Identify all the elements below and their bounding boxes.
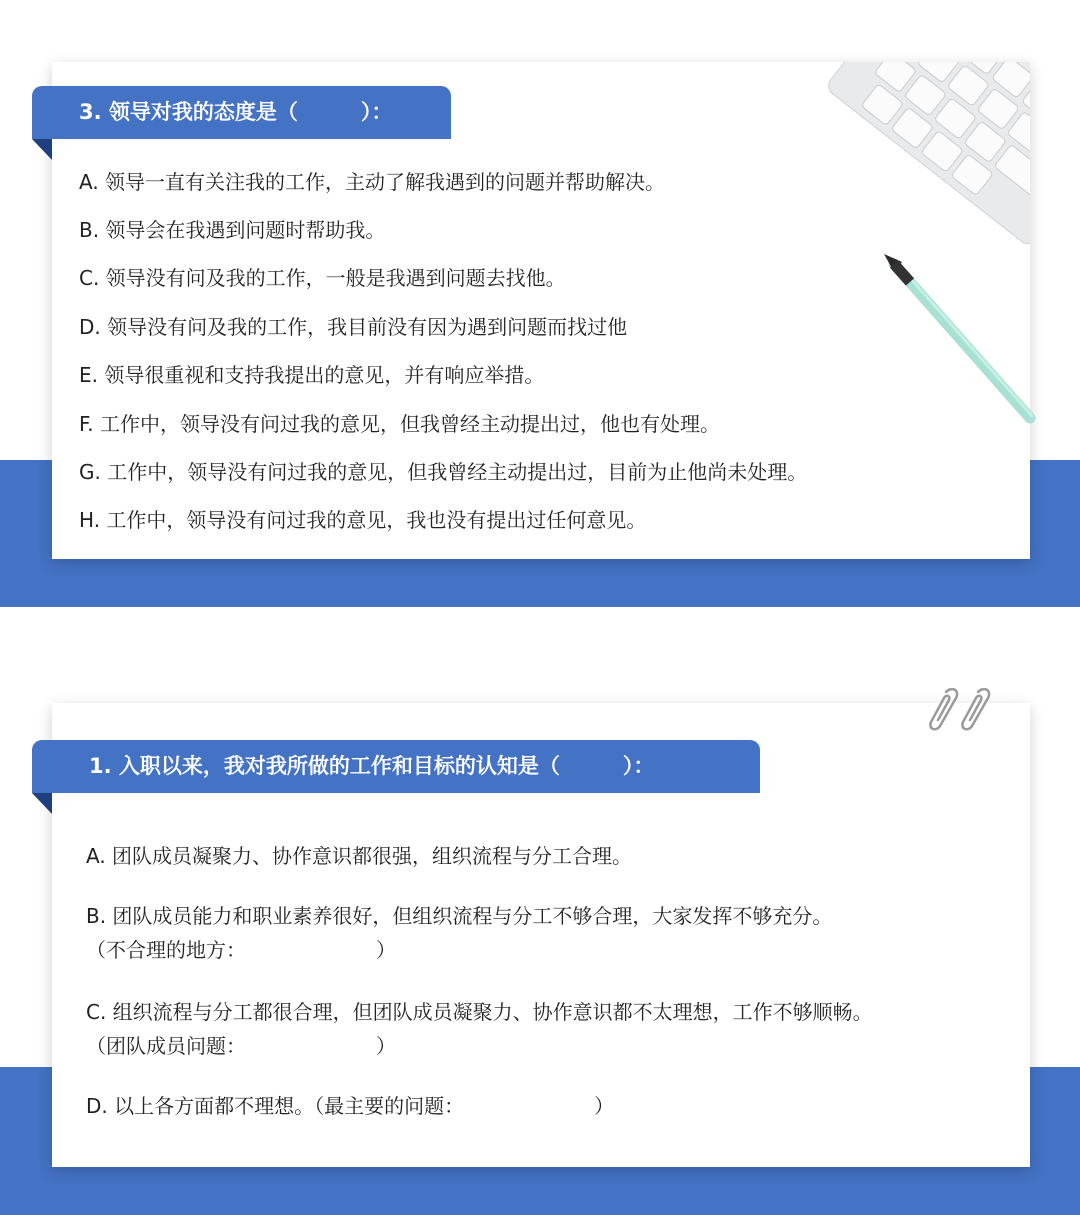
option-g[interactable]: G. 工作中，领导没有问过我的意见，但我曾经主动提出过，目前为止他尚未处理。: [79, 460, 808, 484]
pen-photo: [880, 250, 1040, 440]
paperclip-icon: [926, 684, 1000, 734]
option-a[interactable]: A. 领导一直有关注我的工作，主动了解我遇到的问题并帮助解决。: [79, 170, 666, 194]
question-title-3: 3. 领导对我的态度是（ ）：: [32, 86, 451, 139]
option-e[interactable]: E. 领导很重视和支持我提出的意见，并有响应举措。: [79, 363, 545, 387]
option-b[interactable]: B. 领导会在我遇到问题时帮助我。: [79, 218, 386, 242]
option-f[interactable]: F. 工作中，领导没有问过我的意见，但我曾经主动提出过，他也有处理。: [79, 412, 721, 436]
option-b-note: （不合理的地方： ）: [86, 938, 396, 962]
question-title-1: 1. 入职以来，我对我所做的工作和目标的认知是（ ）：: [32, 740, 760, 793]
tag-fold: [32, 139, 52, 160]
option-c[interactable]: C. 领导没有问及我的工作，一般是我遇到问题去找他。: [79, 266, 566, 290]
option-c-note: （团队成员问题： ）: [86, 1034, 396, 1058]
option-d[interactable]: D. 领导没有问及我的工作，我目前没有因为遇到问题而找过他: [79, 315, 628, 339]
tag-fold: [32, 793, 52, 814]
option-b[interactable]: B. 团队成员能力和职业素养很好，但组织流程与分工不够合理，大家发挥不够充分。: [86, 904, 833, 928]
option-c[interactable]: C. 组织流程与分工都很合理，但团队成员凝聚力、协作意识都不太理想，工作不够顺畅。: [86, 1000, 873, 1024]
option-d[interactable]: D. 以上各方面都不理想。（最主要的问题： ）: [86, 1094, 615, 1118]
option-a[interactable]: A. 团队成员凝聚力、协作意识都很强，组织流程与分工合理。: [86, 844, 633, 868]
option-h[interactable]: H. 工作中，领导没有问过我的意见，我也没有提出过任何意见。: [79, 508, 647, 532]
